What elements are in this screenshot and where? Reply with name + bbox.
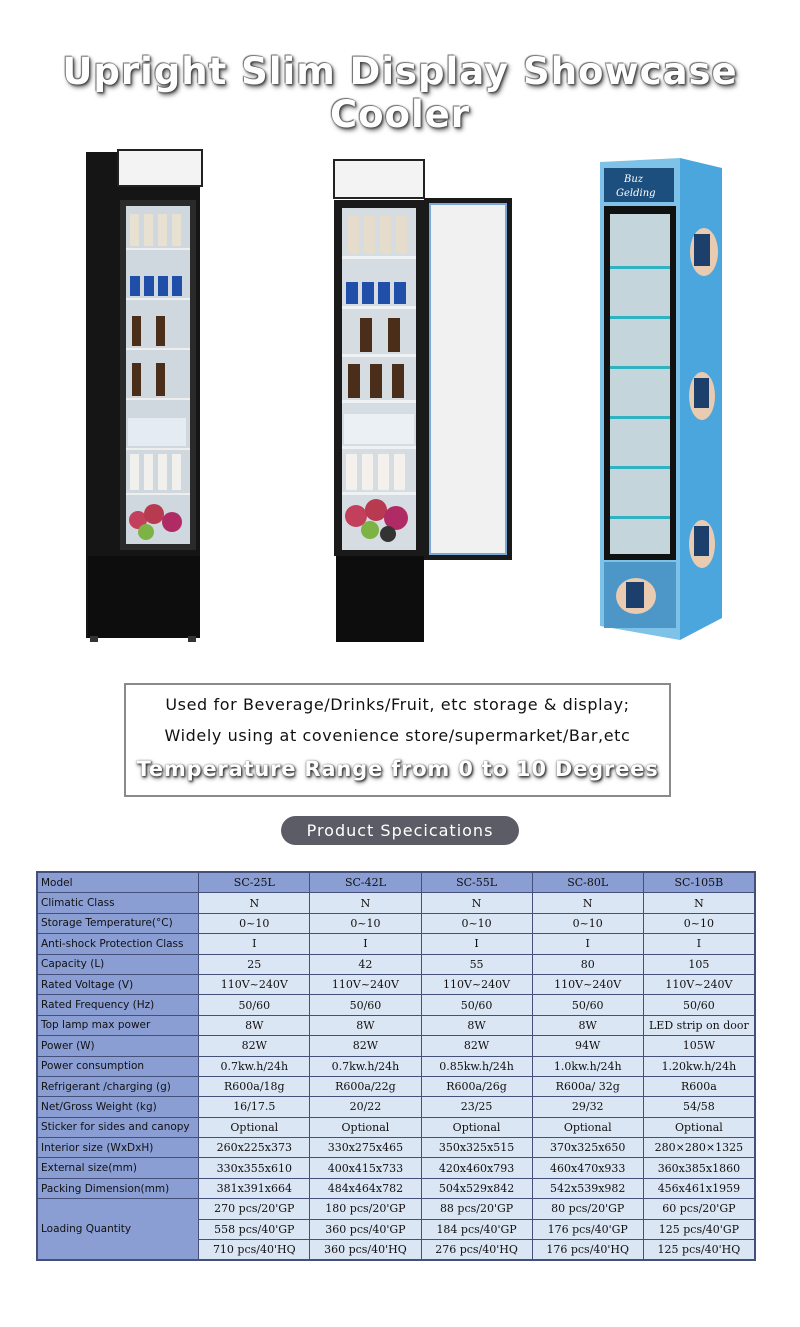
row-value: N <box>532 893 643 913</box>
temperature-range: Temperature Range from 0 to 10 Degrees <box>136 757 659 781</box>
row-value: 16/17.5 <box>199 1097 310 1117</box>
header-model: SC-25L <box>199 872 310 893</box>
table-row <box>37 995 755 1015</box>
row-value: 176 pcs/40'GP <box>532 1219 643 1239</box>
row-value: 1.20kw.h/24h <box>643 1056 755 1076</box>
section-label: Product Specications <box>281 816 519 845</box>
row-value: R600a/26g <box>421 1076 532 1096</box>
row-value: 23/25 <box>421 1097 532 1117</box>
row-value: R600a/22g <box>310 1076 421 1096</box>
row-value: 184 pcs/40'GP <box>421 1219 532 1239</box>
row-label: Capacity (L) <box>37 954 199 974</box>
row-label: Interior size (WxDxH) <box>37 1138 199 1158</box>
row-value: 381x391x664 <box>199 1178 310 1198</box>
row-value: 50/60 <box>199 995 310 1015</box>
header-model: SC-42L <box>310 872 421 893</box>
row-value: 370x325x650 <box>532 1138 643 1158</box>
row-value: 360x385x1860 <box>643 1158 755 1178</box>
row-value: 8W <box>532 1015 643 1035</box>
row-value: 80 <box>532 954 643 974</box>
header-model: SC-105B <box>643 872 755 893</box>
row-label: Rated Voltage (V) <box>37 974 199 994</box>
row-value: I <box>310 934 421 954</box>
row-value: 484x464x782 <box>310 1178 421 1198</box>
row-value: 330x355x610 <box>199 1158 310 1178</box>
table-row <box>37 954 755 974</box>
row-value: R600a/ 32g <box>532 1076 643 1096</box>
row-value: Optional <box>310 1117 421 1137</box>
row-value: 50/60 <box>532 995 643 1015</box>
row-value: 456x461x1959 <box>643 1178 755 1198</box>
table-row <box>37 934 755 954</box>
usage-info-box <box>124 683 671 797</box>
row-value: 82W <box>421 1036 532 1056</box>
fridge-image-closed <box>80 148 208 648</box>
table-row <box>37 1097 755 1117</box>
header-model: SC-80L <box>532 872 643 893</box>
row-label: Storage Temperature(°C) <box>37 913 199 933</box>
row-value: 94W <box>532 1036 643 1056</box>
row-value: 260x225x373 <box>199 1138 310 1158</box>
table-row <box>37 893 755 913</box>
row-value: 82W <box>199 1036 310 1056</box>
row-value: 82W <box>310 1036 421 1056</box>
row-value: 105W <box>643 1036 755 1056</box>
table-row <box>37 1036 755 1056</box>
row-value: 60 pcs/20'GP <box>643 1199 755 1219</box>
table-row <box>37 1158 755 1178</box>
product-photos <box>0 140 800 650</box>
row-value: N <box>310 893 421 913</box>
row-value: 330x275x465 <box>310 1138 421 1158</box>
row-value: 420x460x793 <box>421 1158 532 1178</box>
row-value: 1.0kw.h/24h <box>532 1056 643 1076</box>
row-value: I <box>421 934 532 954</box>
row-value: 54/58 <box>643 1097 755 1117</box>
header-label: Model <box>37 872 199 893</box>
row-value: 110V~240V <box>310 974 421 994</box>
sticker-brand-line-1: Buz <box>624 174 644 185</box>
row-value: 110V~240V <box>421 974 532 994</box>
page-title: Upright Slim Display Showcase Cooler <box>62 50 738 136</box>
table-row <box>37 1199 755 1219</box>
row-label: Anti-shock Protection Class <box>37 934 199 954</box>
sticker-brand-line-2: Gelding <box>616 188 656 199</box>
row-value: I <box>643 934 755 954</box>
row-value: R600a <box>643 1076 755 1096</box>
row-value: N <box>643 893 755 913</box>
header-model: SC-55L <box>421 872 532 893</box>
row-value: 88 pcs/20'GP <box>421 1199 532 1219</box>
row-value: Optional <box>532 1117 643 1137</box>
row-value: 400x415x733 <box>310 1158 421 1178</box>
row-value: 110V~240V <box>199 974 310 994</box>
row-value: 0.85kw.h/24h <box>421 1056 532 1076</box>
row-label: Climatic Class <box>37 893 199 913</box>
row-label: Top lamp max power <box>37 1015 199 1035</box>
table-row <box>37 913 755 933</box>
row-value: 0.7kw.h/24h <box>199 1056 310 1076</box>
row-value: N <box>421 893 532 913</box>
row-value: 42 <box>310 954 421 974</box>
row-value: 29/32 <box>532 1097 643 1117</box>
row-value: 50/60 <box>421 995 532 1015</box>
row-value: 80 pcs/20'GP <box>532 1199 643 1219</box>
row-value: 25 <box>199 954 310 974</box>
row-value: 276 pcs/40'HQ <box>421 1240 532 1261</box>
row-value: 125 pcs/40'HQ <box>643 1240 755 1261</box>
usage-line-2: Widely using at covenience store/supermarket/Bar,etc <box>164 726 631 745</box>
row-value: 0.7kw.h/24h <box>310 1056 421 1076</box>
row-value: 0~10 <box>310 913 421 933</box>
row-value: 710 pcs/40'HQ <box>199 1240 310 1261</box>
row-value: I <box>199 934 310 954</box>
row-value: 558 pcs/40'GP <box>199 1219 310 1239</box>
row-value: LED strip on door <box>643 1015 755 1035</box>
row-value: Optional <box>199 1117 310 1137</box>
row-value: 125 pcs/40'GP <box>643 1219 755 1239</box>
row-value: 110V~240V <box>532 974 643 994</box>
row-value: 0~10 <box>532 913 643 933</box>
fridge-image-open <box>330 158 520 648</box>
table-row <box>37 1015 755 1035</box>
row-label: Packing Dimension(mm) <box>37 1178 199 1198</box>
row-value: 460x470x933 <box>532 1158 643 1178</box>
row-value: I <box>532 934 643 954</box>
row-value: 8W <box>421 1015 532 1035</box>
row-value: 105 <box>643 954 755 974</box>
row-value: 8W <box>310 1015 421 1035</box>
row-value: 55 <box>421 954 532 974</box>
usage-line-1: Used for Beverage/Drinks/Fruit, etc storage & display; <box>165 695 630 714</box>
row-value: 360 pcs/40'HQ <box>310 1240 421 1261</box>
row-label: Rated Frequency (Hz) <box>37 995 199 1015</box>
row-value: N <box>199 893 310 913</box>
table-row <box>37 1178 755 1198</box>
row-label: External size(mm) <box>37 1158 199 1178</box>
row-label: Loading Quantity <box>37 1199 199 1261</box>
row-value: 542x539x982 <box>532 1178 643 1198</box>
row-label: Power consumption <box>37 1056 199 1076</box>
row-value: Optional <box>643 1117 755 1137</box>
row-value: 350x325x515 <box>421 1138 532 1158</box>
spec-table <box>36 871 756 1261</box>
row-label: Sticker for sides and canopy <box>37 1117 199 1137</box>
table-row <box>37 1138 755 1158</box>
row-value: 176 pcs/40'HQ <box>532 1240 643 1261</box>
table-row <box>37 974 755 994</box>
row-label: Power (W) <box>37 1036 199 1056</box>
table-row <box>37 1076 755 1096</box>
row-value: 50/60 <box>310 995 421 1015</box>
table-header-row <box>37 872 755 893</box>
row-value: 110V~240V <box>643 974 755 994</box>
row-value: 0~10 <box>421 913 532 933</box>
table-row <box>37 1117 755 1137</box>
row-label: Net/Gross Weight (kg) <box>37 1097 199 1117</box>
row-value: 0~10 <box>643 913 755 933</box>
row-value: 0~10 <box>199 913 310 933</box>
row-value: 280×280×1325 <box>643 1138 755 1158</box>
row-value: 504x529x842 <box>421 1178 532 1198</box>
row-value: Optional <box>421 1117 532 1137</box>
row-label: Refrigerant /charging (g) <box>37 1076 199 1096</box>
row-value: R600a/18g <box>199 1076 310 1096</box>
row-value: 20/22 <box>310 1097 421 1117</box>
row-value: 8W <box>199 1015 310 1035</box>
row-value: 360 pcs/40'GP <box>310 1219 421 1239</box>
row-value: 50/60 <box>643 995 755 1015</box>
row-value: 180 pcs/20'GP <box>310 1199 421 1219</box>
table-row <box>37 1056 755 1076</box>
row-value: 270 pcs/20'GP <box>199 1199 310 1219</box>
fridge-image-branded <box>596 156 726 642</box>
